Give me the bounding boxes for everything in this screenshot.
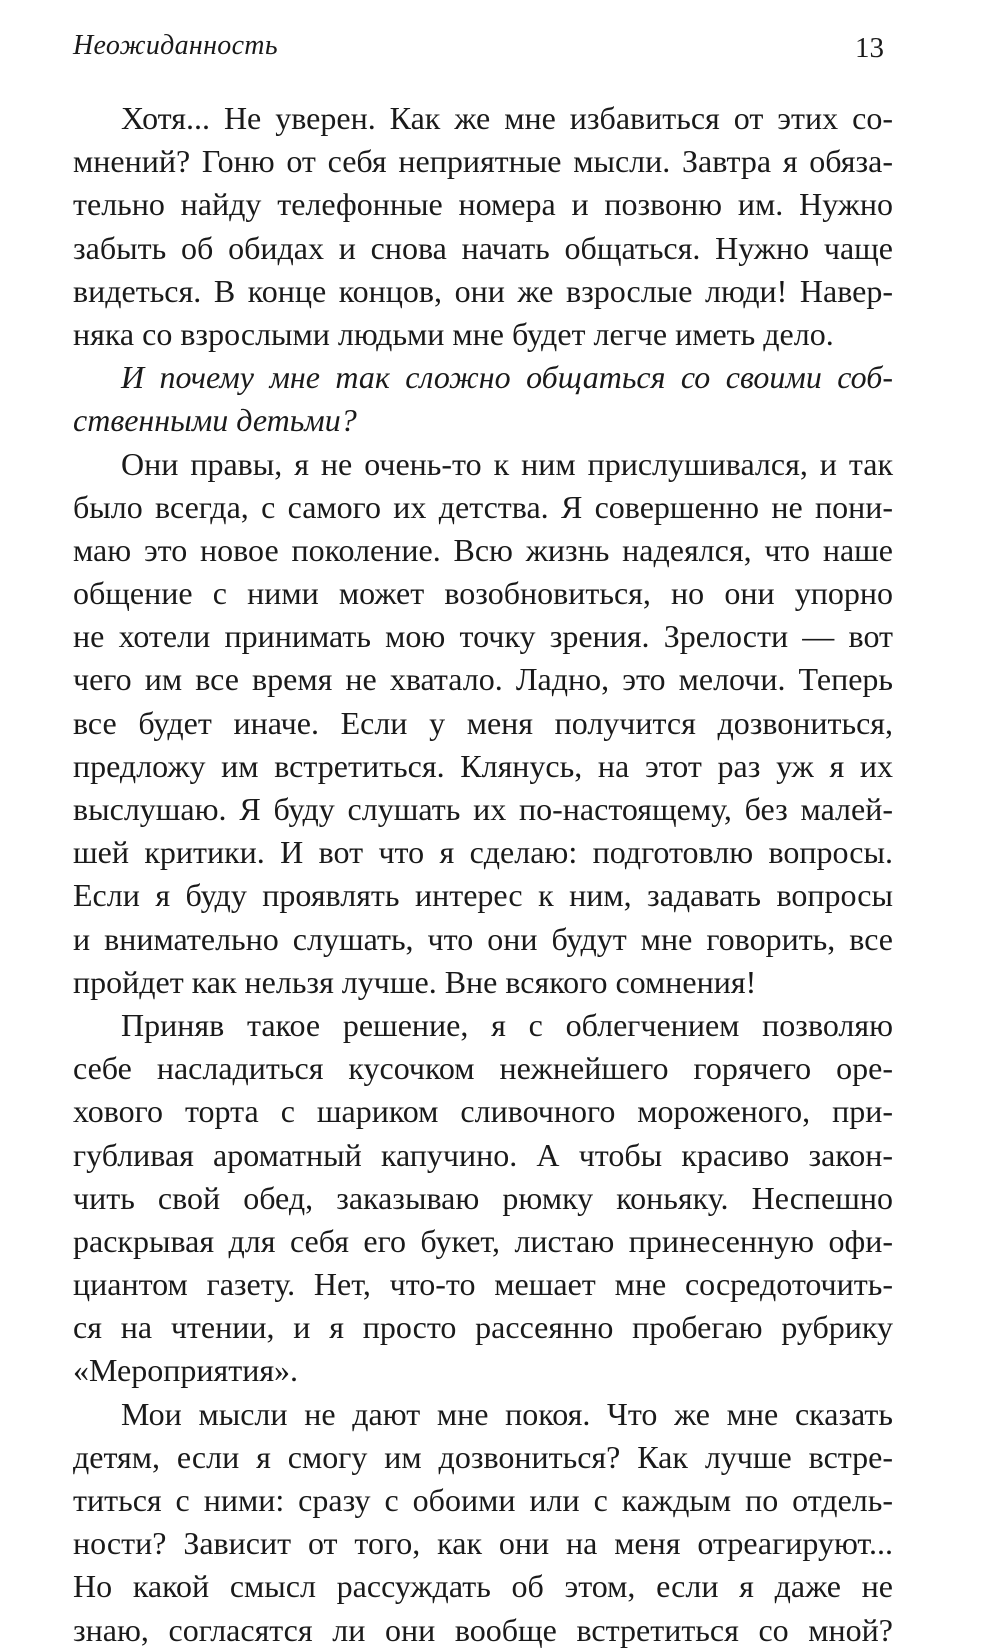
text-line: ся на чтении, и я просто рассеянно пробегаю рубрику — [73, 1309, 893, 1346]
text-line: Если я буду проявлять интерес к ним, задавать вопросы — [73, 877, 893, 914]
text-line: детям, если я смогу им дозвониться? Как лучше встре- — [73, 1438, 893, 1475]
body-text — [73, 97, 893, 1652]
text-line: чего им все время не хватало. Ладно, это мелочи. Теперь — [73, 661, 893, 698]
text-line: циантом газету. Нет, что-то мешает мне сосредоточить- — [73, 1266, 893, 1303]
text-line: Хотя... Не уверен. Как же мне избавиться от этих со- — [121, 100, 893, 136]
text-line: губливая ароматный капучино. А чтобы красиво закон- — [73, 1136, 893, 1173]
text-line: выслушаю. Я буду слушать их по-настоящему, без малей- — [73, 791, 893, 827]
paragraph — [73, 443, 893, 1004]
text-line: Приняв такое решение, я с облегчением позволяю — [121, 1006, 893, 1043]
paragraph — [73, 97, 893, 356]
paragraph — [73, 1393, 893, 1652]
text-line: видеться. В конце концов, они же взрослые люди! Навер- — [73, 272, 893, 309]
text-line: И почему мне так сложно общаться со своими соб- — [121, 359, 893, 396]
text-line: ности? Зависит от того, как они на меня отреагируют... — [73, 1525, 893, 1562]
text-line: раскрывая для себя его букет, листаю принесенную офи- — [73, 1222, 893, 1259]
text-line: хового торта с шариком сливочного мороженого, при- — [73, 1093, 893, 1130]
text-line: чить свой обед, заказываю рюмку коньяку. Неспешно — [73, 1179, 893, 1216]
text-line: пройдет как нельзя лучше. Вне всякого сомнения! — [73, 963, 757, 1000]
text-line: маю это новое поколение. Всю жизнь надеялся, что наше — [73, 531, 893, 568]
text-line: предложу им встретиться. Клянусь, на этот раз уж я их — [73, 747, 893, 784]
text-line: Они правы, я не очень-то к ним прислушивался, и так — [121, 445, 893, 482]
paragraph-italic — [73, 356, 893, 442]
text-line: тельно найду телефонные номера и позвоню им. Нужно — [73, 186, 893, 223]
text-line: забыть об обидах и снова начать общаться. Нужно чаще — [73, 229, 893, 266]
text-line: титься с ними: сразу с обоими или с каждым по отдель- — [73, 1482, 893, 1518]
text-line: было всегда, с самого их детства. Я совершенно не пони- — [73, 488, 893, 525]
text-line: не хотели принимать мою точку зрения. Зрелости — вот — [73, 618, 893, 655]
text-line: Мои мысли не дают мне покоя. Что же мне сказать — [121, 1395, 893, 1432]
page-number: 13 — [855, 32, 884, 64]
text-line: ственными детьми? — [73, 402, 357, 439]
paragraph — [73, 1004, 893, 1393]
text-line: общение с ними может возобновиться, но они упорно — [73, 575, 893, 612]
text-line: все будет иначе. Если у меня получится дозвониться, — [73, 704, 893, 741]
text-line: Но какой смысл рассуждать об этом, если я даже не — [73, 1568, 893, 1605]
text-line: шей критики. И вот что я сделаю: подготовлю вопросы. — [73, 834, 893, 871]
text-line: мнений? Гоню от себя неприятные мысли. Завтра я обяза- — [73, 143, 893, 180]
text-line: няка со взрослыми людьми мне будет легче иметь дело. — [73, 315, 834, 352]
text-line: и внимательно слушать, что они будут мне говорить, все — [73, 920, 893, 957]
text-line: «Мероприятия». — [73, 1352, 299, 1389]
text-line: знаю, согласятся ли они вообще встретиться со мной? — [73, 1611, 893, 1648]
text-line: себе насладиться кусочком нежнейшего горячего оре- — [73, 1050, 893, 1087]
running-title: Неожиданность — [73, 30, 278, 61]
